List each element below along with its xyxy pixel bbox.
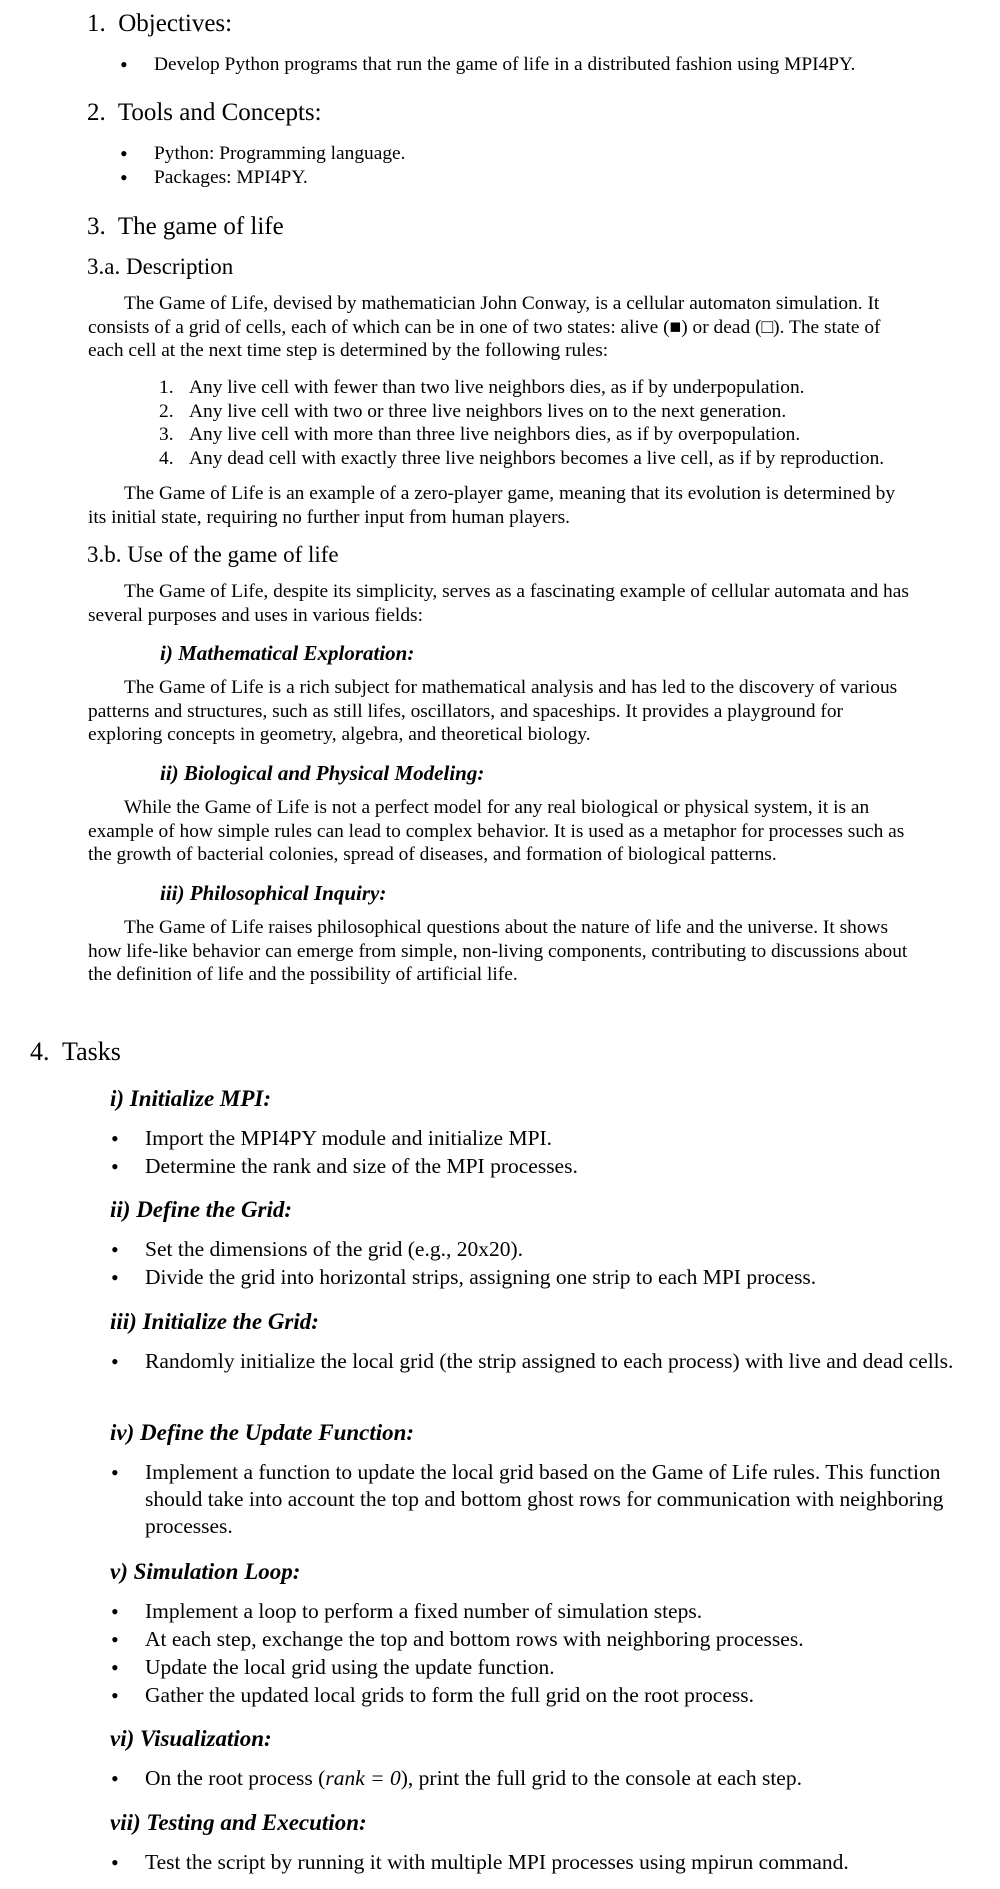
list-item: • Divide the grid into horizontal strips, assigning one strip to each MPI process.	[111, 1265, 817, 1290]
list-item: • On the root process (rank = 0), print the full grid to the console at each step.	[111, 1766, 802, 1791]
list-item: • At each step, exchange the top and bottom rows with neighboring processes.	[111, 1627, 804, 1652]
zero-player-paragraph: The Game of Life is an example of a zero-player game, meaning that its evolution is determined by its initial state, requiring no further input from human players.	[88, 483, 896, 528]
section-4-heading	[30, 1036, 121, 1068]
task-heading: ii) Define the Grid:	[110, 1197, 293, 1222]
subsection-3b-heading: 3.b. Use of the game of life	[87, 542, 339, 567]
list-item: • Gather the updated local grids to form the full grid on the root process.	[111, 1683, 755, 1708]
use-paragraph: While the Game of Life is not a perfect model for any real biological or physical system, it is an example of how simple rules can lead to complex behavior. It is used as a metaphor for processes such as the growth of bacterial colonies, spread of diseases, and formation of biological patterns.	[88, 797, 905, 866]
section-title: The game of life	[117, 213, 284, 240]
description-paragraph: The Game of Life, devised by mathematician John Conway, is a cellular automaton simulation. It consists of a grid of cells, each of which can be in one of two states: alive (■) or dead (□). The state of each cell at the next time step is determined by the following rules:	[88, 293, 881, 362]
task-list	[111, 1459, 965, 1541]
list-item: • Test the script by running it with multiple MPI processes using mpirun command.	[111, 1850, 849, 1875]
rules-list	[159, 376, 919, 470]
section-number: 1.	[87, 10, 106, 37]
list-item: • Python: Programming language.	[120, 141, 406, 166]
task-list	[111, 1348, 965, 1376]
list-item: • Develop Python programs that run the game of life in a distributed fashion using MPI4PY.	[120, 52, 856, 77]
section-number: 2.	[87, 99, 106, 126]
list-item: • Implement a function to update the local grid based on the Game of Life rules. This function should take into account the top and bottom ghost rows for communication with neighboring processes.	[111, 1460, 944, 1538]
list-item: 2. Any live cell with two or three live neighbors lives on to the next generation.	[159, 400, 787, 422]
task-heading: vii) Testing and Execution:	[110, 1810, 367, 1835]
uses-intro-paragraph: The Game of Life, despite its simplicity, serves as a fascinating example of cellular automata and has several purposes and uses in various fields:	[88, 581, 909, 626]
list-item: • Packages: MPI4PY.	[120, 165, 308, 190]
list-item: 3. Any live cell with more than three live neighbors dies, as if by overpopulation.	[159, 424, 801, 446]
objectives-list	[120, 52, 954, 81]
section-2-heading	[87, 98, 322, 128]
task-list	[111, 1125, 965, 1181]
task-heading: iv) Define the Update Function:	[110, 1420, 415, 1445]
task-list	[111, 1236, 965, 1292]
section-title: Tools and Concepts:	[117, 99, 322, 126]
use-paragraph: The Game of Life is a rich subject for mathematical analysis and has led to the discovery of various patterns and structures, such as still lifes, oscillators, and spaceships. It provides a playground for exploring concepts in geometry, algebra, and theoretical biology.	[88, 677, 898, 746]
task-heading: vi) Visualization:	[110, 1726, 272, 1751]
list-item: • Set the dimensions of the grid (e.g., 20x20).	[111, 1237, 523, 1262]
task-list	[111, 1598, 965, 1710]
task-list	[111, 1765, 965, 1793]
subsection-3a-heading: 3.a. Description	[87, 254, 234, 279]
task-heading: v) Simulation Loop:	[110, 1559, 301, 1584]
section-3-heading	[87, 212, 284, 242]
section-1-heading	[87, 9, 232, 39]
section-number: 3.	[87, 213, 106, 240]
list-item: • Update the local grid using the update function.	[111, 1655, 555, 1680]
section-title: Tasks	[62, 1037, 121, 1066]
list-item: 1. Any live cell with fewer than two live neighbors dies, as if by underpopulation.	[159, 377, 805, 398]
list-item: • Randomly initialize the local grid (the strip assigned to each process) with live and dead cells.	[111, 1349, 954, 1374]
task-list	[111, 1849, 965, 1877]
use-paragraph: The Game of Life raises philosophical questions about the nature of life and the universe. It shows how life-like behavior can emerge from simple, non-living components, contributing to discussions about the definition of life and the possibility of artificial life.	[88, 917, 908, 986]
section-number: 4.	[30, 1037, 50, 1066]
use-heading: ii) Biological and Physical Modeling:	[160, 761, 485, 785]
list-item: 4. Any dead cell with exactly three live neighbors becomes a live cell, as if by reproduction.	[159, 447, 885, 469]
list-item: • Import the MPI4PY module and initialize MPI.	[111, 1126, 553, 1151]
task-heading: i) Initialize MPI:	[110, 1086, 272, 1111]
rank-expression: rank = 0	[325, 1766, 401, 1790]
task-heading: iii) Initialize the Grid:	[110, 1309, 319, 1334]
use-heading: iii) Philosophical Inquiry:	[160, 881, 387, 905]
list-item: • Determine the rank and size of the MPI processes.	[111, 1154, 578, 1179]
section-title: Objectives:	[118, 10, 233, 37]
list-item: • Implement a loop to perform a fixed number of simulation steps.	[111, 1599, 703, 1624]
use-heading: i) Mathematical Exploration:	[160, 641, 415, 665]
tools-list	[120, 141, 954, 194]
